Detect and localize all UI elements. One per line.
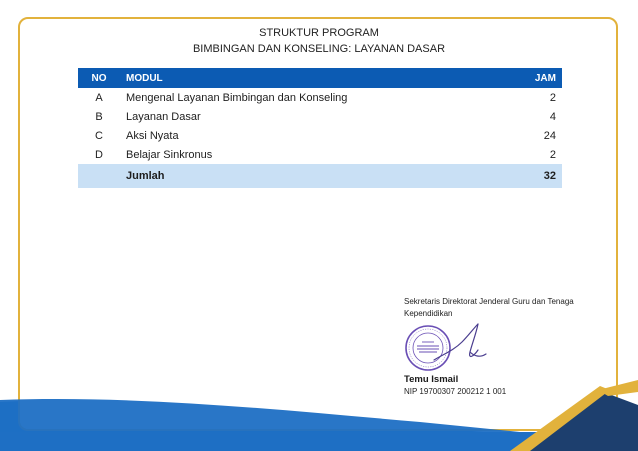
row-jam: 2 <box>549 91 556 104</box>
total-jam: 32 <box>490 164 562 188</box>
row-modul: Belajar Sinkronus <box>126 148 213 161</box>
column-header-jam: JAM <box>490 68 562 88</box>
document-title: STRUKTUR PROGRAM <box>259 27 379 39</box>
row-jam: 2 <box>549 148 556 161</box>
row-modul: Mengenal Layanan Bimbingan dan Konseling <box>126 91 348 104</box>
total-row <box>78 164 562 188</box>
table-row <box>78 126 562 145</box>
table-row <box>78 107 562 126</box>
row-jam: 4 <box>549 110 556 123</box>
row-no: D <box>95 148 103 161</box>
total-no-cell <box>78 164 120 188</box>
total-label: Jumlah <box>120 164 490 188</box>
signatory-position: Sekretaris Direktorat Jenderal Guru dan Tenaga Kependidikan <box>404 297 574 318</box>
row-no: B <box>95 110 103 123</box>
signatory-name: Temu Ismail <box>404 374 459 385</box>
row-no: C <box>95 129 103 142</box>
row-modul: Aksi Nyata <box>126 129 179 142</box>
signatory-nip: NIP 19700307 200212 1 001 <box>404 387 507 396</box>
official-stamp-signature <box>404 320 504 376</box>
table-row <box>78 145 562 164</box>
program-table <box>78 68 562 188</box>
table-header-row <box>78 68 562 88</box>
document-subtitle: BIMBINGAN DAN KONSELING: LAYANAN DASAR <box>192 43 446 55</box>
row-no: A <box>95 91 103 104</box>
column-header-no: NO <box>78 68 120 88</box>
row-jam: 24 <box>543 129 556 142</box>
row-modul: Layanan Dasar <box>126 110 201 123</box>
table-row <box>78 88 562 107</box>
column-header-modul: MODUL <box>120 68 490 88</box>
